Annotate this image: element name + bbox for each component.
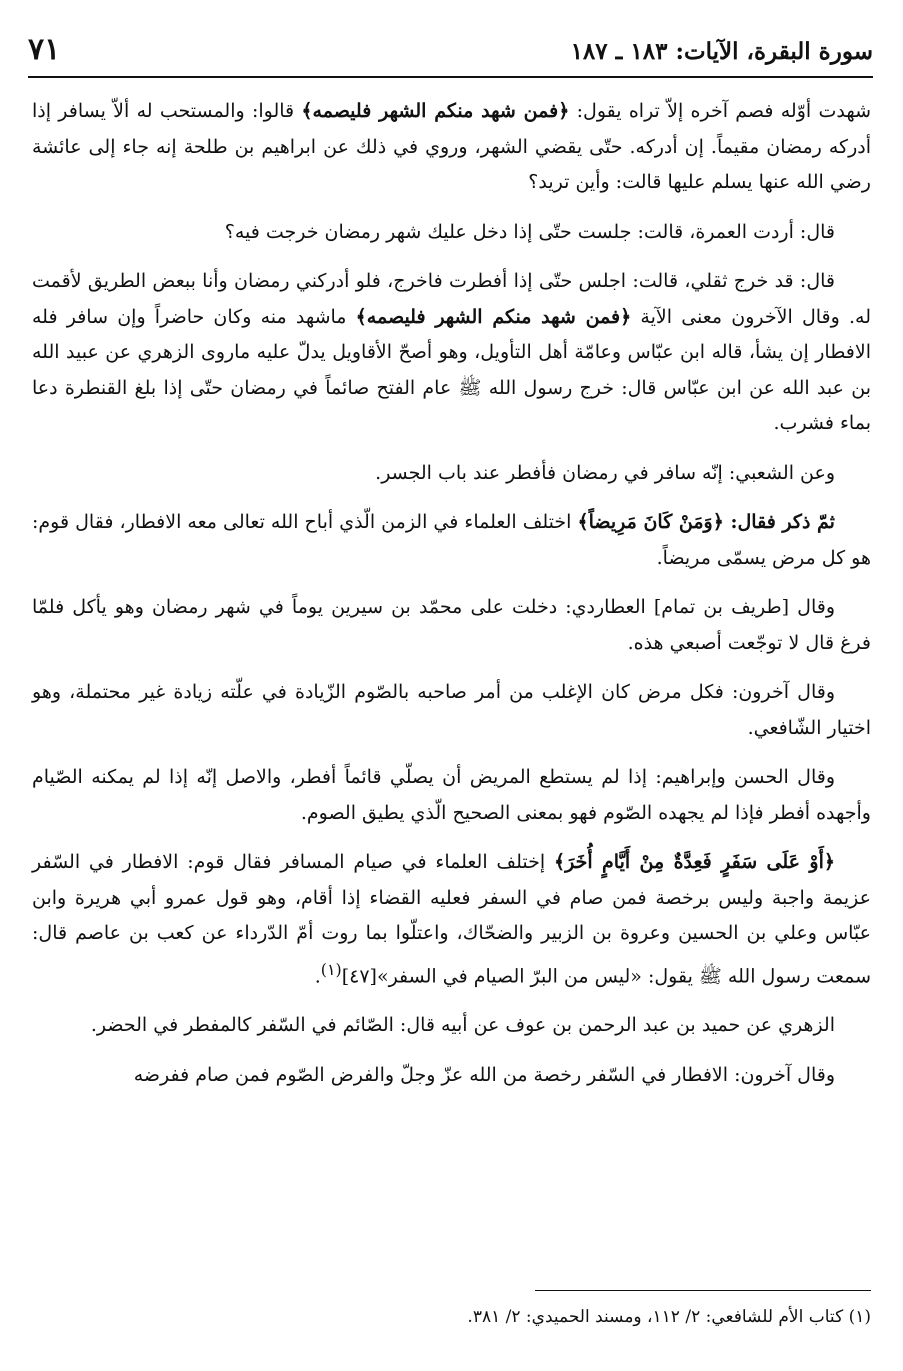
quran-verse: ﴿وَمَنْ كَانَ مَرِيضاً﴾: [577, 511, 724, 533]
text-run: إختلف العلماء في صيام المسافر فقال قوم: الافطار في السّفر عزيمة واجبة وليس برخصة فمن صام في السفر فعليه القضاء إذا أقام، وهو قول عمرو أبي هريرة وابن عبّاس وعلي بن الحسين وعروة بن الزبير والضحّاك، واعتلّوا بما روت أمّ الدّرداء عن كعب بن عاصم قال: سمعت رسول الله ﷺ يقول: «ليس من البرّ الصيام في السفر»: [32, 851, 871, 987]
text-run: قالوا: والمستحب له ألاّ يسافر إذا أدركه رمضان مقيماً. إن أدركه. حتّى يقضي الشهر، وروي في ذلك عن ابراهيم بن طلحة إنه جاء إلى عائشة رضي الله عنها يسلم عليها قالت: وأين تريد؟: [32, 100, 871, 193]
paragraph-7: وقال آخرون: فكل مرض كان الإغلب من أمر صاحبه بالصّوم الزّيادة في علّته زيادة غير محتملة، وهو اختيار الشّافعي.: [32, 681, 871, 739]
text-run: اختلف العلماء في الزمن الّذي أباح الله تعالى معه الافطار، فقال قوم: هو كل مرض يسمّى مريضاً.: [32, 511, 871, 569]
text-run: شهدت أوّله فصم آخره إلاّ تراه يقول:: [569, 100, 871, 122]
hadith-number: [٤٧]: [341, 964, 377, 987]
paragraph-4: وعن الشعبي: إنّه سافر في رمضان فأفطر عند باب الجسر.: [375, 461, 835, 484]
paragraph-5: [32, 505, 871, 576]
text-run: قال: قد خرج ثقلي، قالت: اجلس حتّى إذا أفطرت فاخرج، فلو أدركني رمضان وأنا ببعض الطريق لأقمت له. وقال الآخرون معنى الآية: [32, 270, 872, 328]
paragraph-3: [32, 264, 871, 442]
footnote-reference[interactable]: (١): [320, 959, 342, 979]
paragraph-8: وقال الحسن وإبراهيم: إذا لم يستطع المريض أن يصلّي قائماً أفطر، والاصل إنّه إذا لم يمكنه الصّيام وأجهده أفطر فإذا لم يجهده الصّوم فهو بمعنى الصحيح الّذي يطيق الصوم.: [32, 766, 871, 824]
quran-verse: ﴿فمن شهد منكم الشهر فليصمه﴾: [355, 305, 632, 328]
running-title: سورة البقرة، الآيات: ١٨٣ ـ ١٨٧: [570, 38, 873, 65]
footnote-marker: (١): [848, 1307, 871, 1327]
page-header: [28, 30, 873, 78]
main-text: [32, 94, 871, 1107]
text-run: ماشهد منه وكان حاضراً وإن سافر فله الافطار إن يشأ، قاله ابن عبّاس وعامّة أهل التأويل، وهو أصحّ الأقاويل يدلّ عليه ماروى الزهري عن عبيد الله بن عبد الله عن ابن عبّاس قال: خرج رسول الله ﷺ عام الفتح صائماً في رمضان حتّى إذا بلغ القنطرة دعا بماء فشرب.: [32, 305, 871, 434]
quran-verse: ﴿فمن شهد منكم الشهر فليصمه﴾: [301, 100, 570, 122]
paragraph-11: وقال آخرون: الافطار في السّفر رخصة من الله عزّ وجلّ والفرض الصّوم فمن صام ففرضه: [133, 1063, 835, 1086]
paragraph-2: قال: أردت العمرة، قالت: جلست حتّى إذا دخل عليك شهر رمضان خرجت فيه؟: [224, 220, 835, 243]
paragraph-1: [32, 94, 871, 201]
footnote-text: كتاب الأم للشافعي: ٢/ ١١٢، ومسند الحميدي: ٢/ ٣٨١.: [467, 1307, 844, 1327]
footnote-divider: [535, 1290, 871, 1291]
quran-verse: ﴿أَوْ عَلَى سَفَرٍ فَعِدَّةٌ مِنْ أَيَّامٍ أُخَرَ﴾: [553, 851, 835, 873]
paragraph-6: وقال [طريف بن تمام] العطاردي: دخلت على محمّد بن سيرين يوماً في شهر رمضان وهو يأكل فلمّا فرغ قال لا توجّعت أصبعي هذه.: [32, 596, 871, 654]
page-number: ٧١: [28, 32, 61, 67]
lead-phrase: ثمّ ذكر فقال:: [723, 511, 835, 533]
text-run: .: [314, 964, 321, 987]
paragraph-9: [32, 845, 871, 994]
footnote: [32, 1303, 871, 1331]
paragraph-10: الزهري عن حميد بن عبد الرحمن بن عوف عن أبيه قال: الصّائم في السّفر كالمفطر في الحضر.: [90, 1014, 835, 1037]
